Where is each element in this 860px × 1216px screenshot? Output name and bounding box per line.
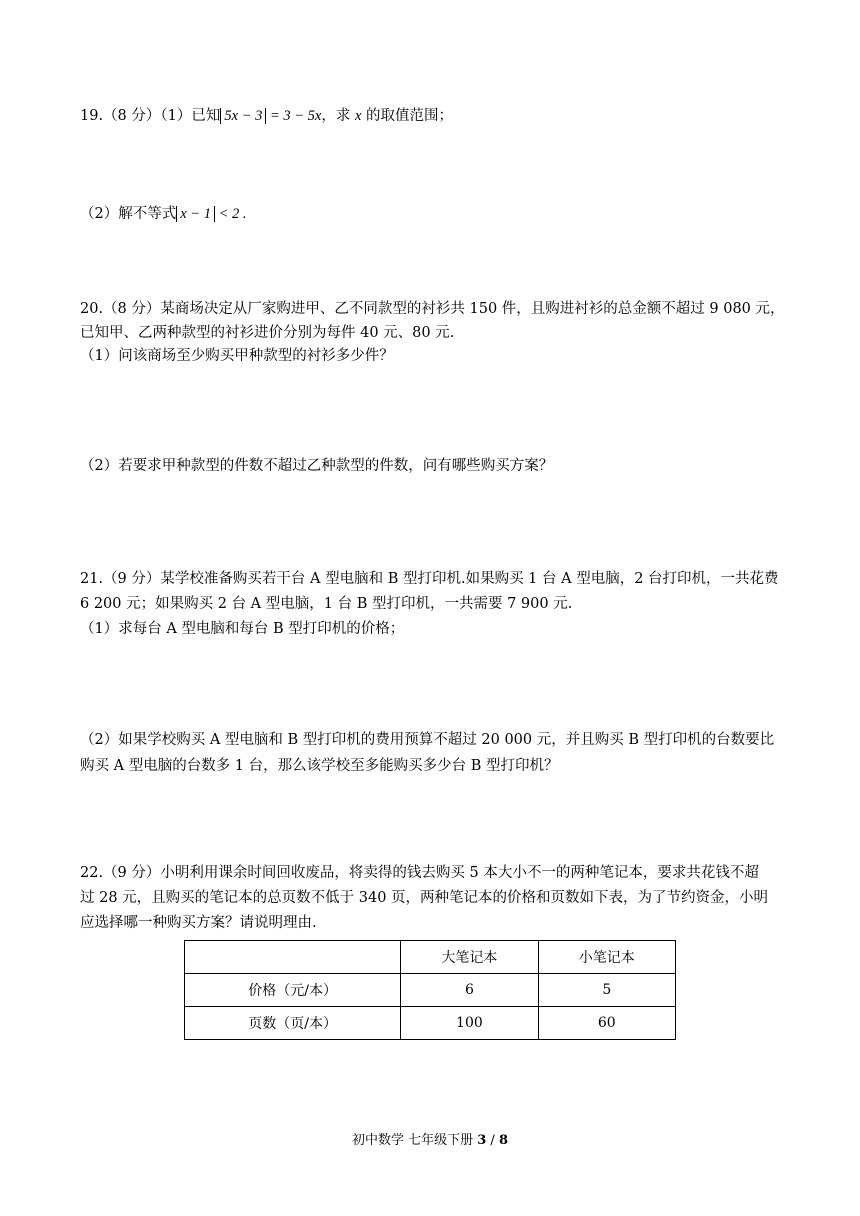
q20-line2: 已知甲、乙两种款型的衬衫进价分别为每件 40 元、80 元. bbox=[80, 325, 455, 341]
table-cell: 6 bbox=[401, 974, 538, 1007]
table-header-cell: 大笔记本 bbox=[401, 941, 538, 974]
q20-part1: （1）问该商场至少购买甲种款型的衬衫多少件？ bbox=[80, 348, 394, 364]
footer-page-number: 3 bbox=[477, 1133, 487, 1148]
q19-var: x bbox=[354, 108, 362, 124]
q19-tail: ，求 bbox=[321, 108, 351, 124]
q22-line2: 过 28 元，且购买的笔记本的总页数不低于 340 页，两种笔记本的价格和页数如下表，为了节约资金，小明 bbox=[80, 890, 769, 906]
table-cell: 5 bbox=[538, 974, 675, 1007]
table-header-cell: 小笔记本 bbox=[538, 941, 675, 974]
footer-separator: / bbox=[486, 1133, 499, 1148]
table-row bbox=[185, 974, 676, 1007]
table-header-cell bbox=[185, 941, 401, 974]
notebook-table bbox=[184, 940, 676, 1040]
q22-line1: 22.（9 分）小明利用课余时间回收废品，将卖得的钱去购买 5 本大小不一的两种笔记本，要求共花钱不超 bbox=[80, 865, 759, 881]
table-cell: 60 bbox=[538, 1007, 675, 1040]
q21-part2-line1: （2）如果学校购买 A 型电脑和 B 型打印机的费用预算不超过 20 000 元，并且购买 B 型打印机的台数要比 bbox=[80, 732, 775, 748]
q19-head: 19.（8 分）（1）已知 bbox=[80, 108, 221, 124]
q21-part1: （1）求每台 A 型电脑和每台 B 型打印机的价格； bbox=[80, 621, 405, 637]
footer-page-total: 8 bbox=[498, 1133, 508, 1148]
q19-part1 bbox=[80, 106, 453, 126]
q21-part2-line2: 购买 A 型电脑的台数多 1 台，那么该学校至多能购买多少台 B 型打印机？ bbox=[80, 758, 559, 774]
q19-p2-label: （2）解不等式 bbox=[80, 206, 177, 222]
table-header-row bbox=[185, 941, 676, 974]
q19-inequality-rhs: < 2 . bbox=[214, 206, 247, 222]
q19-abs-expr: 5x − 3 bbox=[220, 108, 266, 124]
footer-text: 初中数学 七年级下册 bbox=[351, 1133, 478, 1148]
table-cell: 100 bbox=[401, 1007, 538, 1040]
table-row bbox=[185, 1007, 676, 1040]
table-cell: 页数（页/本） bbox=[185, 1007, 401, 1040]
q19-abs-expr2: x − 1 bbox=[176, 206, 215, 222]
q20-part2: （2）若要求甲种款型的件数不超过乙种款型的件数，问有哪些购买方案？ bbox=[80, 458, 554, 474]
q20-line1: 20.（8 分）某商场决定从厂家购进甲、乙不同款型的衬衫共 150 件，且购进衬衫的总金额不超过 9 080 元， bbox=[80, 301, 785, 317]
q19-tail2: 的取值范围； bbox=[366, 108, 454, 124]
page-footer bbox=[0, 1129, 860, 1148]
q19-part2 bbox=[80, 204, 247, 224]
q22-line3: 应选择哪一种购买方案？请说明理由. bbox=[80, 915, 317, 931]
table-cell: 价格（元/本） bbox=[185, 974, 401, 1007]
q21-line2: 6 200 元；如果购买 2 台 A 型电脑，1 台 B 型打印机，一共需要 7 900 元. bbox=[80, 596, 573, 612]
q21-line1: 21.（9 分）某学校准备购买若干台 A 型电脑和 B 型打印机.如果购买 1 台 A 型电脑，2 台打印机，一共花费 bbox=[80, 571, 779, 587]
q19-equation-rhs: = 3 − 5x bbox=[266, 108, 322, 124]
